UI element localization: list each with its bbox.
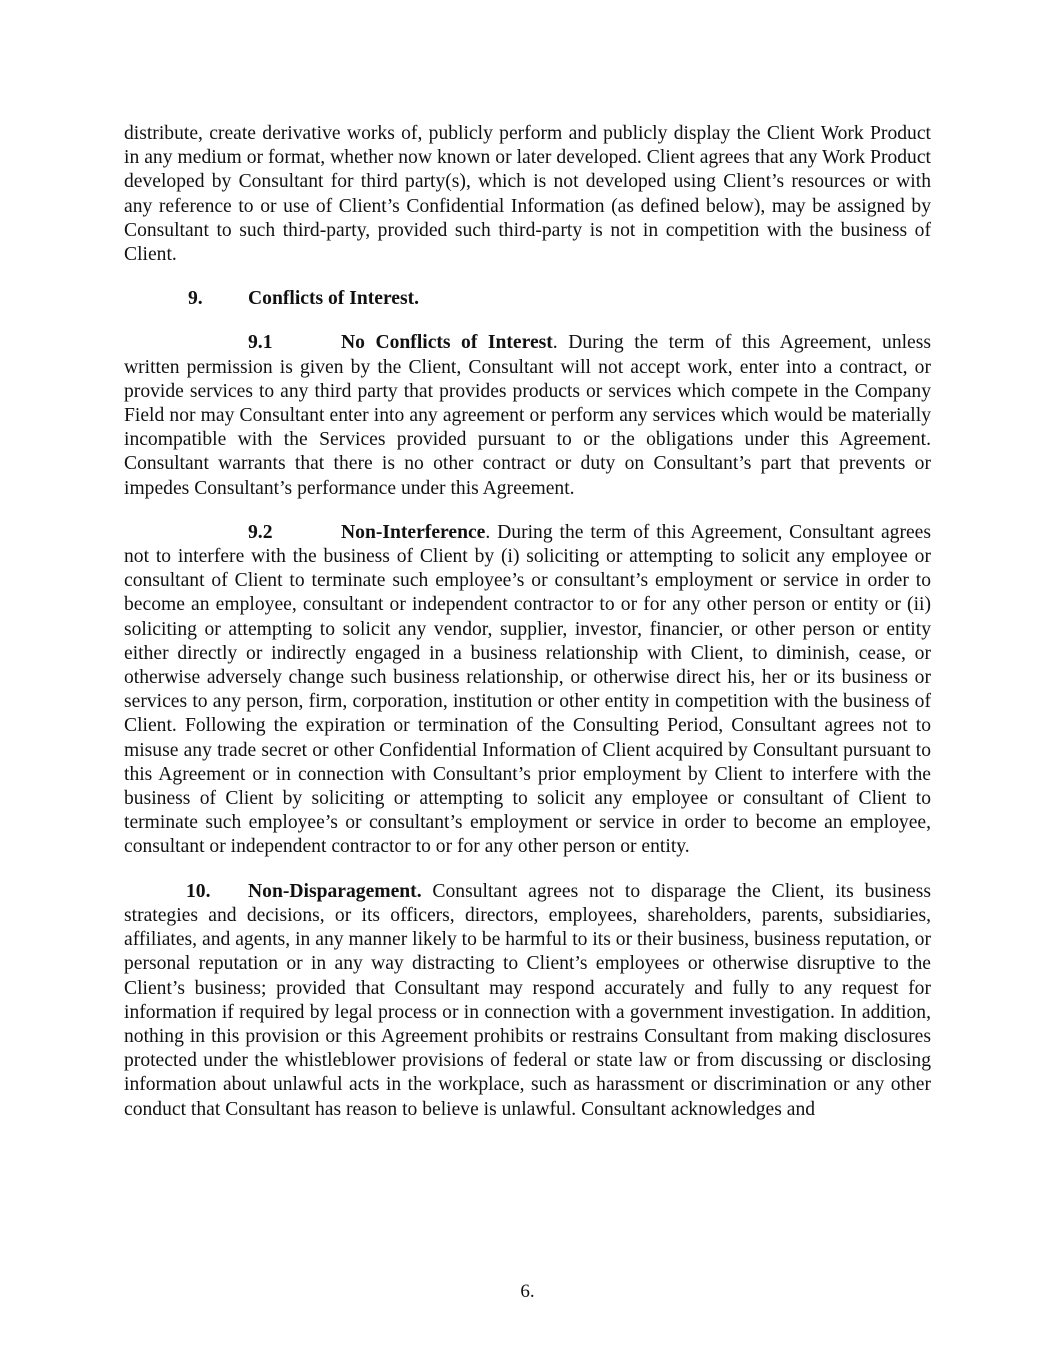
subsection-9-2-body: . During the term of this Agreement, Consultant agrees not to interfere with the business of Client by (i) soliciting or attempting to solicit any employee or consultant of Client to terminate such employee’s or consultant’s employment or service in order to become an employee, consultant or independent contractor to or for any other person or entity or (ii) soliciting or attempting to solicit any vendor, supplier, investor, financier, or other person or entity either directly or indirectly engaged in a business relationship with Client, to diminish, cease, or otherwise adversely change such business relationship, or otherwise direct his, her or its business or services to any person, firm, corporation, institution or other entity in competition with the business of Client. Following the expiration or termination of the Consulting Period, Consultant agrees not to misuse any trade secret or other Confidential Information of Client acquired by Consultant pursuant to this Agreement or in connection with Consultant’s prior employment by Client to interfere with the business of Client by soliciting or attempting to solicit any employee or consultant of Client to terminate such employee’s or consultant’s employment or service in order to become an employee, consultant or independent contractor to or for any other person or entity. — [124, 521, 931, 858]
section-10-number: 10. — [186, 880, 211, 902]
subsection-9-2 — [124, 521, 931, 860]
section-9-number: 9. — [188, 288, 203, 310]
section-9-title: Conflicts of Interest. — [248, 288, 420, 310]
subsection-9-1-body: . During the term of this Agreement, unless written permission is given by the Client, Consultant will not accept work, enter into a contract, or provide services to any third party that provides products or services which compete in the Company Field nor may Consultant enter into any agreement or perform any services which would be materially incompatible with the Services provided pursuant to or the obligations under this Agreement. Consultant warrants that there is no other contract or duty on Consultant’s part that prevents or impedes Consultant’s performance under this Agreement. — [124, 332, 932, 499]
section-10-body: Consultant agrees not to disparage the Client, its business strategies and decisions, or its officers, directors, employees, shareholders, parents, subsidiaries, affiliates, and agents, in any manner likely to be harmful to its or their business, business reputation, or personal reputation or in any way distracting to Client’s employees or otherwise disruptive to the Client’s business; provided that Consultant may respond accurately and fully to any request for information if required by legal process or in connection with a government investigation. In addition, nothing in this provision or this Agreement prohibits or restrains Consultant from making disclosures protected under the whistleblower provisions of federal or state law or from discussing or disclosing information about unlawful acts in the workplace, such as harassment or discrimination or any other conduct that Consultant has reason to believe is unlawful. Consultant acknowledges and — [124, 880, 931, 1120]
section-10 — [124, 880, 931, 1122]
page-number: 6. — [520, 1281, 535, 1302]
continuation-paragraph: distribute, create derivative works of, publicly perform and publicly display the Client Work Product in any medium or format, whether now known or later developed. Client agrees that any Work Product developed by Consultant for third party(s), which is not developed using Client’s resources or with any reference to or use of Client’s Confidential Information (as defined below), may be assigned by Consultant to such third-party, provided such third-party is not in competition with the business of Client. — [124, 123, 931, 266]
subsection-9-2-number: 9.2 — [248, 521, 273, 543]
section-9-heading — [124, 287, 931, 311]
subsection-9-2-title: Non-Interference — [341, 521, 486, 543]
subsection-9-1-title: No Conflicts of Interest — [341, 332, 553, 354]
subsection-9-1-number: 9.1 — [248, 332, 273, 354]
section-10-title: Non-Disparagement. — [248, 880, 422, 902]
subsection-9-1 — [124, 331, 931, 500]
document-page — [124, 122, 931, 1122]
